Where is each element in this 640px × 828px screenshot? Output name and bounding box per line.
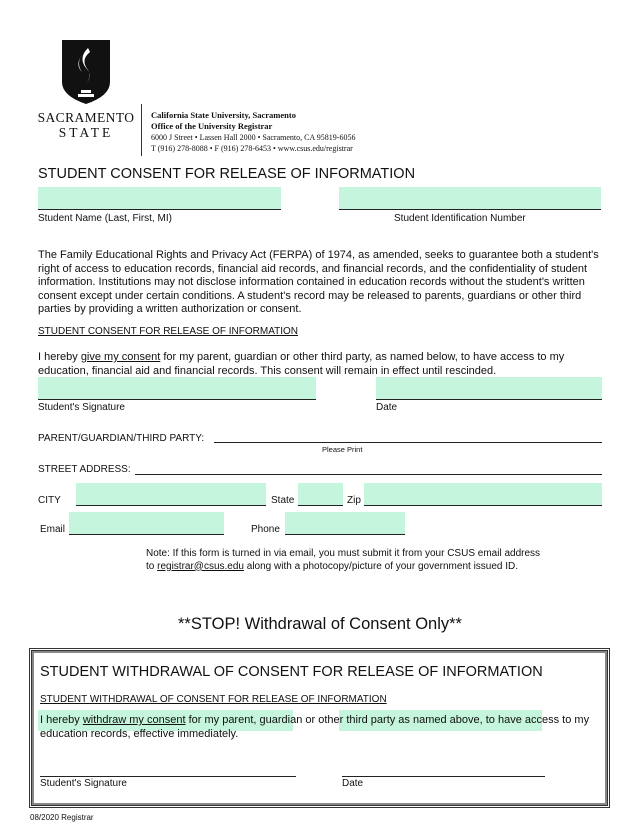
note-pre: to (146, 560, 158, 572)
zip-label: Zip (347, 495, 361, 506)
consent-paragraph (38, 351, 603, 378)
consent-pre: I hereby (38, 351, 81, 363)
note-post: along with a photocopy/picture of your government issued ID. (243, 560, 519, 572)
give-consent-text: give my consent (80, 351, 161, 363)
state-label: State (271, 495, 295, 506)
header-address: 6000 J Street • Lassen Hall 2000 • Sacramento, CA 95819-6056 (151, 133, 356, 142)
stop-heading: **STOP! Withdrawal of Consent Only** (178, 615, 462, 633)
date-label: Date (376, 402, 398, 413)
withdrawal-signature-label: Student's Signature (40, 778, 127, 789)
party-label: PARENT/GUARDIAN/THIRD PARTY: (38, 433, 205, 444)
header-office: Office of the University Registrar (151, 121, 273, 131)
consent-heading: STUDENT CONSENT FOR RELEASE OF INFORMATION (38, 326, 299, 337)
state-field[interactable] (298, 483, 343, 505)
withdrawal-paragraph (40, 714, 600, 741)
email-note (146, 548, 576, 573)
student-id-label: Student Identification Number (394, 213, 526, 224)
email-field[interactable] (69, 512, 224, 534)
registrar-email-link[interactable]: registrar@csus.edu (157, 560, 244, 572)
email-label: Email (40, 524, 66, 535)
party-field[interactable] (214, 421, 602, 443)
ferpa-paragraph: The Family Educational Rights and Privacy Act (FERPA) of 1974, as amended, seeks to guarantee both a student's right of access to education records, financial aid records, and financial records, and the confidentiality of student information. Institutions may not disclose information contained in education records without the student's written consent except under certain conditions. A student's record may be released to parents, guardians or other third parties by providing a written authorization or consent. (38, 249, 599, 315)
withdrawal-date-label: Date (342, 778, 364, 789)
withdrawal-signature-field[interactable] (40, 757, 296, 777)
logo-line1: SACRAMENTO (37, 110, 135, 125)
consent-post: for my parent, guardian or other third party, as named below, to have access to my education, financial aid and financial records. This consent will remain in effect until rescinded. (38, 351, 565, 377)
student-id-field[interactable] (339, 187, 601, 209)
withdrawal-title: STUDENT WITHDRAWAL OF CONSENT FOR RELEASE OF INFORMATION (40, 664, 543, 680)
phone-field[interactable] (285, 512, 405, 534)
form-title: STUDENT CONSENT FOR RELEASE OF INFORMATION (38, 166, 416, 182)
student-name-field[interactable] (38, 187, 281, 209)
logo-line2: STATE (58, 125, 114, 140)
zip-field[interactable] (364, 483, 602, 505)
withdrawal-heading: STUDENT WITHDRAWAL OF CONSENT FOR RELEASE OF INFORMATION (40, 694, 387, 705)
city-field[interactable] (76, 483, 266, 505)
date-field[interactable] (376, 377, 602, 399)
signature-label: Student's Signature (38, 402, 125, 413)
student-name-label: Student Name (Last, First, MI) (38, 213, 172, 224)
university-logo (36, 38, 136, 138)
header-university: California State University, Sacramento (151, 110, 296, 120)
student-signature-field[interactable] (38, 377, 316, 399)
withdrawal-date-field[interactable] (342, 757, 545, 777)
footer-version: 08/2020 Registrar (30, 813, 94, 822)
note-line1: Note: If this form is turned in via email, you must submit it from your CSUS email address (146, 548, 541, 559)
city-label: CITY (38, 495, 61, 506)
please-print-label: Please Print (322, 445, 363, 454)
phone-label: Phone (251, 524, 280, 535)
header-contact: T (916) 278-8088 • F (916) 278-6453 • www.csus.edu/registrar (151, 144, 353, 153)
withdraw-consent-text: withdraw my consent (82, 714, 186, 726)
note-line2 (146, 561, 576, 574)
withdrawal-pre: I hereby (40, 714, 83, 726)
street-field[interactable] (135, 453, 602, 475)
withdrawal-post: for my parent, guardian or other third party as named above, to have access to my education records, effective immediately. (40, 714, 590, 740)
header-divider (141, 104, 142, 156)
torch-icon (60, 38, 112, 106)
street-label: STREET ADDRESS: (38, 464, 131, 475)
